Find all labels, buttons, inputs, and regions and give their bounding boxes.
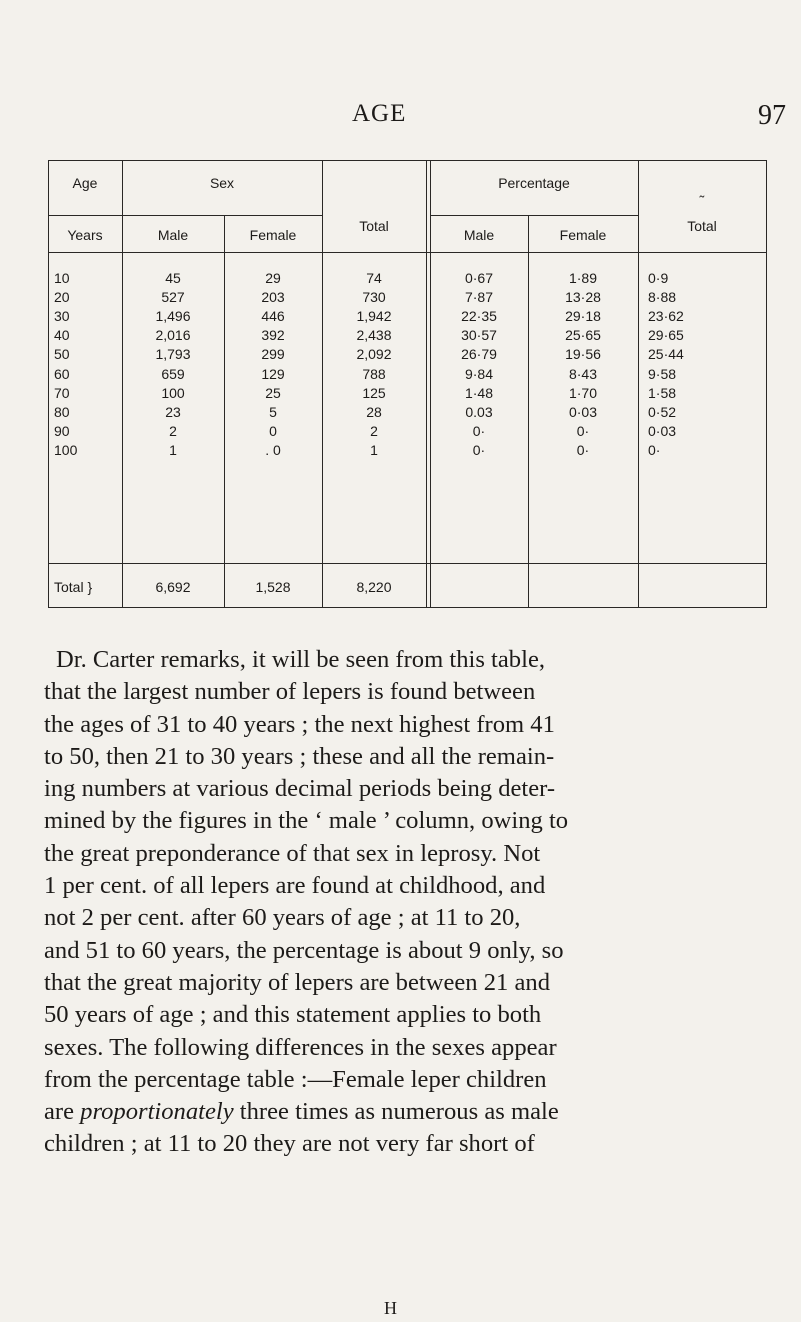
cell-male: 2,016 (155, 327, 191, 344)
cell-total: 1 (370, 441, 378, 458)
prose-line: 1 per cent. of all lepers are found at childhood, and (44, 872, 546, 900)
cell-female: 0 (269, 422, 277, 439)
prose-line: 50 years of age ; and this statement applies to both (44, 1001, 542, 1029)
totals-label: Total } (54, 579, 93, 595)
prose-text: are (44, 1098, 81, 1126)
cell-female: 25 (265, 384, 281, 401)
cell-male: 659 (161, 365, 185, 382)
prose-line: and 51 to 60 years, the percentage is about 9 only, so (44, 936, 564, 964)
header-sex: Sex (209, 175, 235, 191)
column-rule-right-edge (766, 160, 767, 608)
totals-female: 1,528 (255, 579, 291, 595)
running-head-title: AGE (352, 100, 407, 127)
cell-pct-male: 0·67 (464, 270, 494, 286)
cell-pct-male: 0· (472, 422, 486, 439)
cell-pct-male: 7·87 (464, 289, 494, 306)
totals-total: 8,220 (356, 579, 392, 595)
cell-total: 2 (370, 422, 378, 439)
header-bottom-rule (48, 252, 766, 253)
prose-line: the great preponderance of that sex in leprosy. Not (44, 839, 541, 867)
cell-female: 446 (261, 308, 285, 325)
prose-line (44, 1096, 760, 1128)
cell-male: 23 (165, 403, 181, 420)
prose-line: that the great majority of lepers are between 21 and (44, 968, 551, 996)
cell-pct-male: 9·84 (464, 365, 494, 382)
cell-total: 28 (366, 403, 382, 420)
body-paragraph (44, 644, 760, 1161)
prose-line: children ; at 11 to 20 they are not very far short of (44, 1130, 535, 1158)
totals-top-rule (48, 563, 766, 564)
header-total: Total (359, 218, 389, 234)
cell-pct-total: 0· (648, 441, 661, 458)
prose-line: sexes. The following differences in the sexes appear (44, 1033, 557, 1061)
page-number: 97 (758, 100, 786, 131)
cell-male: 527 (161, 289, 185, 306)
cell-total: 788 (362, 365, 386, 382)
cell-pct-total: 8·88 (648, 289, 677, 306)
cell-pct-total: 0·03 (648, 422, 677, 439)
age-sex-percentage-table (46, 160, 768, 608)
cell-pct-female: 19·56 (565, 346, 601, 363)
cell-pct-male: 26·79 (461, 346, 497, 363)
cell-years: 60 (54, 365, 70, 382)
cell-pct-female: 25·65 (565, 327, 601, 344)
cell-years: 10 (54, 270, 70, 286)
header-mid-rule-right (430, 215, 638, 216)
prose-line: mined by the figures in the ‘ male ’ column, owing to (44, 807, 569, 835)
header-percentage: Percentage (498, 175, 570, 191)
cell-pct-male: 22·35 (461, 308, 497, 325)
header-age: Age (72, 175, 98, 191)
header-pct-female: Female (559, 227, 607, 243)
cell-total: 2,438 (356, 327, 392, 344)
cell-years: 70 (54, 384, 70, 401)
cell-pct-total: 23·62 (648, 308, 684, 325)
running-head (0, 100, 801, 140)
cell-years: 50 (54, 346, 70, 363)
cell-pct-female: 1·70 (568, 384, 598, 401)
signature-mark: H (384, 1298, 397, 1318)
cell-pct-female: 8·43 (568, 365, 598, 382)
cell-pct-female: 0· (576, 422, 590, 439)
cell-pct-male: 0· (472, 441, 486, 458)
cell-pct-total: 0·9 (648, 270, 669, 286)
header-pct-total-mark: ˷ (699, 182, 705, 198)
column-rule-total-a (426, 160, 427, 608)
cell-pct-male: 1·48 (464, 384, 494, 401)
cell-years: 90 (54, 422, 70, 439)
cell-years: 20 (54, 289, 70, 306)
cell-total: 74 (366, 270, 382, 286)
cell-pct-total: 25·44 (648, 346, 684, 363)
cell-total: 125 (362, 384, 386, 401)
header-male: Male (157, 227, 189, 243)
cell-pct-total: 1·58 (648, 384, 677, 401)
cell-male: 1 (169, 441, 177, 458)
prose-line: not 2 per cent. after 60 years of age ; at 11 to 20, (44, 904, 521, 932)
cell-pct-female: 0·03 (568, 403, 598, 420)
cell-male: 2 (169, 422, 177, 439)
cell-pct-female: 1·89 (568, 270, 598, 286)
header-female: Female (249, 227, 297, 243)
cell-female: 392 (261, 327, 285, 344)
cell-pct-total: 9·58 (648, 365, 677, 382)
cell-years: 30 (54, 308, 70, 325)
emphasis-proportionately: proportionately (80, 1098, 234, 1126)
cell-female: 299 (261, 346, 285, 363)
cell-total: 1,942 (356, 308, 392, 325)
cell-years: 80 (54, 403, 70, 420)
table-top-rule (48, 160, 766, 161)
cell-pct-female: 29·18 (565, 308, 601, 325)
prose-line: to 50, then 21 to 30 years ; these and all the remain- (44, 742, 555, 770)
table-bottom-rule (48, 607, 766, 608)
prose-line: from the percentage table :—Female leper children (44, 1065, 547, 1093)
cell-years: 100 (54, 441, 78, 458)
cell-pct-male: 0.03 (465, 403, 493, 420)
cell-total: 730 (362, 289, 386, 306)
cell-pct-total: 0·52 (648, 403, 677, 420)
cell-female: 203 (261, 289, 285, 306)
header-years: Years (67, 227, 103, 243)
prose-line: the ages of 31 to 40 years ; the next highest from 41 (44, 710, 555, 738)
cell-female: 129 (261, 365, 285, 382)
cell-years: 40 (54, 327, 70, 344)
cell-female: 5 (269, 403, 277, 420)
cell-pct-female: 0· (576, 441, 590, 458)
cell-male: 100 (161, 384, 185, 401)
prose-line: Dr. Carter remarks, it will be seen from this table, (56, 646, 546, 673)
cell-pct-female: 13·28 (565, 289, 601, 306)
totals-male: 6,692 (155, 579, 191, 595)
prose-text: three times as numerous as male (233, 1098, 559, 1126)
cell-pct-male: 30·57 (461, 327, 497, 344)
prose-line: ing numbers at various decimal periods being deter- (44, 775, 556, 803)
cell-male: 1,496 (155, 308, 191, 325)
cell-total: 2,092 (356, 346, 392, 363)
cell-pct-total: 29·65 (648, 327, 684, 344)
header-pct-male: Male (463, 227, 495, 243)
cell-female: . 0 (265, 441, 281, 458)
cell-male: 1,793 (155, 346, 191, 363)
cell-female: 29 (265, 270, 281, 286)
header-mid-rule-left (48, 215, 322, 216)
header-pct-total: Total (687, 218, 717, 234)
cell-male: 45 (165, 270, 181, 286)
prose-line: that the largest number of lepers is found between (44, 678, 536, 706)
